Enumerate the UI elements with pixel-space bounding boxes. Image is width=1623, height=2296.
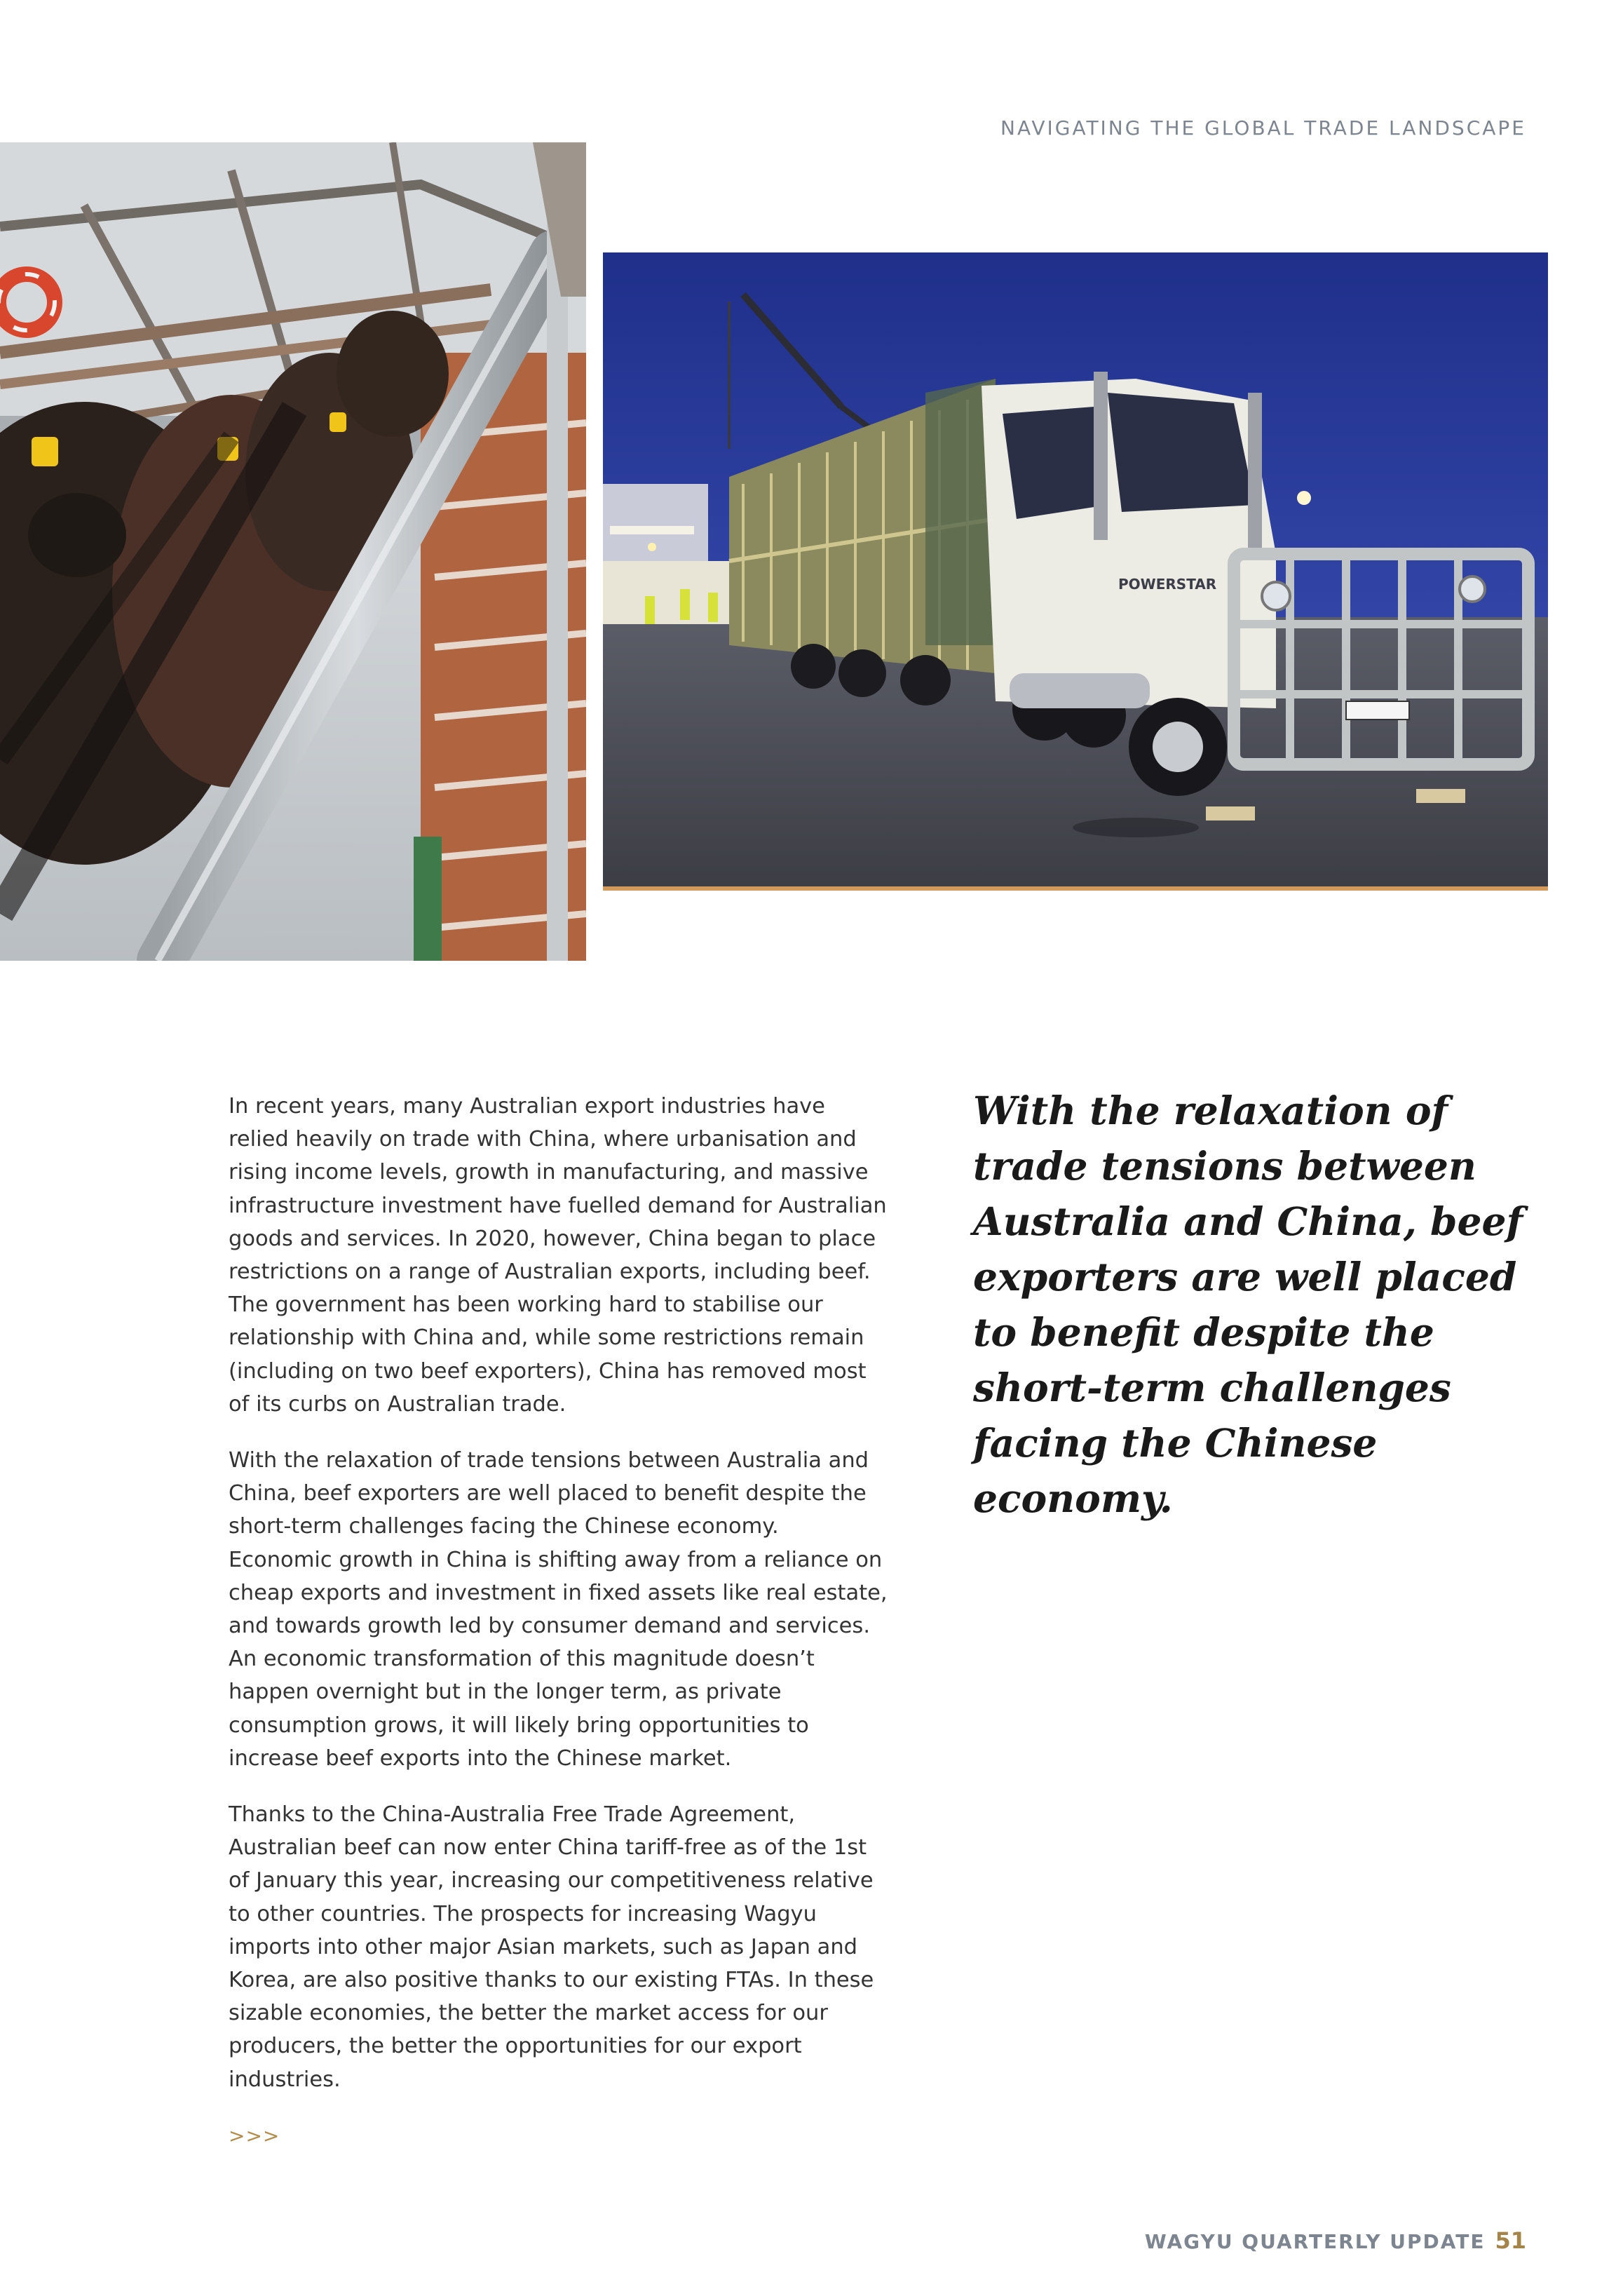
continue-marker: >>>	[229, 2123, 280, 2147]
truck-photo	[603, 252, 1548, 891]
page-number: 51	[1495, 2227, 1526, 2254]
page-footer	[1145, 2227, 1526, 2254]
cattle-photo	[0, 142, 586, 961]
body-text	[229, 1090, 888, 2152]
truck-grille-text: POWERSTAR	[1118, 576, 1217, 593]
paragraph: With the relaxation of trade tensions between Australia and China, beef exporters are well placed to benefit despite the short-term challenges facing the Chinese economy. Economic growth in China is shifting away from a reliance on cheap exports and investment in fixed assets like real estate, and towards growth led by consumer demand and services. An economic transformation of this magnitude doesn’t happen overnight but in the longer term, as private consumption grows, it will likely bring opportunities to increase beef exports into the Chinese market.	[229, 1448, 888, 1771]
paragraph: Thanks to the China-Australia Free Trade Agreement, Australian beef can now enter China tariff-free as of the 1st of January this year, increasing our competitiveness relative to other countries. The prospects for increasing Wagyu imports into other major Asian markets, such as Japan and Korea, are also positive thanks to our existing FTAs. In these sizable economies, the better the market access for our producers, the better the opportunities for our export industries.	[229, 1802, 874, 2092]
publication-title: WAGYU QUARTERLY UPDATE	[1144, 2230, 1486, 2253]
paragraph: In recent years, many Australian export industries have relied heavily on trade with China, where urbanisation and rising income levels, growth in manufacturing, and massive infrastructure investment have fuelled demand for Australian goods and services. In 2020, however, China began to place restrictions on a range of Australian exports, including beef. The government has been working hard to stabilise our relationship with China and, while some restrictions remain (including on two beef exporters), China has removed most of its curbs on Australian trade.	[229, 1094, 887, 1417]
section-header: NAVIGATING THE GLOBAL TRADE LANDSCAPE	[1000, 116, 1526, 140]
pull-quote: With the relaxation of trade tensions between Australia and China, beef exporters are well placed to benefit despite the short-term challenges facing the Chinese economy.	[973, 1088, 1523, 1521]
